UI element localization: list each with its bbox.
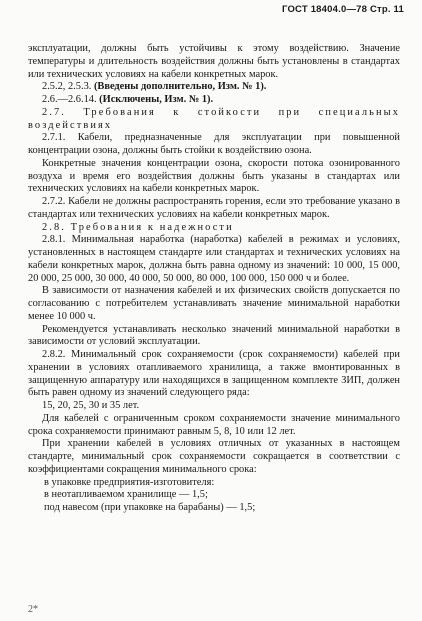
paragraph: 2.5.2, 2.5.3. (Введены дополнительно, Изм. № 1).: [42, 81, 267, 93]
amendment-note: (Исключены, Изм. № 1).: [99, 94, 214, 105]
document-body: [28, 43, 400, 515]
paragraph: Конкретные значения концентрации озона, скорости потока озонированного воздуха и время его воздействия должны быть указаны в стандартах или технических условиях на кабели конкретных марок.: [28, 157, 400, 195]
signature-mark: 2*: [28, 604, 38, 615]
paragraph: 2.7. Требования к стойкости при специальных воздействиях: [28, 106, 400, 131]
paragraph: 2.6.—2.6.14. (Исключены, Изм. № 1).: [42, 94, 214, 105]
paragraph: под навесом (при упаковке на барабаны) — 1,5;: [44, 502, 256, 513]
page-number: Стр. 11: [369, 4, 404, 15]
paragraph: в неотапливаемом хранилище — 1,5;: [44, 489, 208, 501]
paragraph: 2.7.1. Кабели, предназначенные для эксплуатации при повышенной концентрации озона, должны быть стойки к воздействию озона.: [28, 132, 400, 156]
paragraph: Для кабелей с ограниченным сроком сохраняемости значение минимального срока сохраняемости принимают равным 5, 8, 10 или 12 лет.: [28, 412, 400, 437]
paragraph: в упаковке предприятия-изготовителя:: [44, 476, 215, 488]
paragraph: 2.8. Требования к надежности: [42, 221, 234, 233]
paragraph: эксплуатации, должны быть устойчивы к этому воздействию. Значение температуры и длительность воздействия должны быть установлены в стандартах или технических условиях на кабели конкретных марок.: [28, 43, 400, 80]
standard-number: ГОСТ 18404.0—78: [281, 4, 368, 15]
paragraph: Рекомендуется устанавливать несколько значений минимальной наработки в зависимости от условий эксплуатации.: [28, 323, 400, 348]
paragraph: При хранении кабелей в условиях отличных от указанных в настоящем стандарте, минимальный срок сохраняемости сокращается в соответствии с коэффициентами сокращения минимального срока:: [28, 438, 400, 475]
paragraph: В зависимости от назначения кабелей и их физических свойств допускается по согласованию с потребителем устанавливать значение минимальной наработки менее 10 000 ч.: [28, 285, 400, 322]
paragraph: 2.8.2. Минимальный срок сохраняемости (срок сохраняемости) кабелей при хранении в условиях отапливаемого хранилища, а также вмонтированных в защищенную аппаратуру или находящихся в защищенном комплекте ЗИП, должен быть равен одному из значений следующего ряда:: [28, 349, 400, 399]
paragraph: 2.7.2. Кабели не должны распространять горения, если это требование указано в стандартах или технических условиях на кабели конкретных марок.: [28, 196, 400, 220]
amendment-note: (Введены дополнительно, Изм. № 1).: [93, 81, 267, 93]
paragraph: 15, 20, 25, 30 и 35 лет.: [42, 400, 140, 411]
paragraph: 2.8.1. Минимальная наработка (наработка) кабелей в режимах и условиях, установленных в настоящем стандарте или стандартах и технических условиях на кабели конкретных марок, должна быть равна одному из значений: 10 000, 15 000, 20 000, 25 000, 30 000, 40 000, 50 000, 80 000, 100 000, 150 000 ч и более.: [28, 234, 400, 284]
page-header: [282, 4, 404, 15]
